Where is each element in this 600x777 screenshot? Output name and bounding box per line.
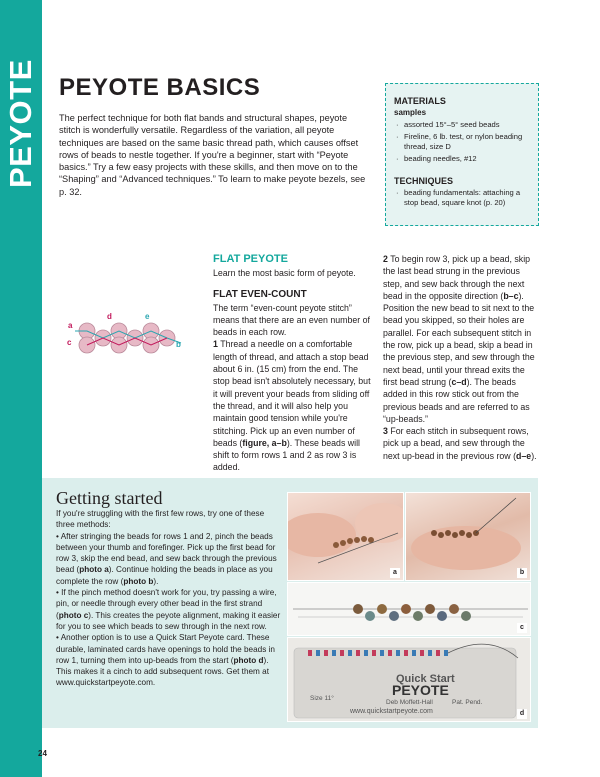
step-1: 1 Thread a needle on a comfortable length of thread, and attach a stop bead about 6 in. (15 cm) from the end. The stop bead isn't absolutely necessary, but it will prevent your beads from sliding off the thread, and it will also help you maintain good tension while you're stitching. Pick up an even number of beads (figure, a–b). These beads will shift to form rows 1 and 2 as row 3 is added. [213, 339, 371, 473]
finger [411, 526, 521, 570]
figure-label: c [67, 338, 72, 347]
page-title: PEYOTE BASICS [59, 74, 261, 101]
tip-2: • If the pinch method doesn't work for you, try passing a wire, pin, or needle through every other bead in the first strand (photo c). This creates the peyote alignment, making it easier for you to see which beads to sew through in the next row. [56, 588, 281, 631]
list-item: · beading needles, #12 [404, 154, 530, 164]
step-2: 2 To begin row 3, pick up a bead, skip the last bead strung in the previous step, and sew back through the next bead in the opposite direction (b–c). Position the new bead to sit next to the bead you skipped, so their holes are parallel. For each subsequent stitch in the row, pick up a bead, skip a bead in the previous step, and sew through the next bead, until your thread exits the first bead strung (c–d). The beads added in this row stick out from the previous beads and are referred to as “up-beads.” [383, 254, 535, 424]
photo-b-image [406, 493, 530, 580]
flat-peyote-heading: FLAT PEYOTE [213, 253, 288, 265]
tip-1: • After stringing the beads for rows 1 and 2, pinch the beads between your thumb and forefinger. Pick up the first bead for row 3, skip the end bead, and sew back through the previous bead (photo a). Continue holding the beads in place as you complete the row (photo b). [56, 531, 277, 586]
card-patent: Pat. Pend. [452, 699, 483, 706]
photo-a-image [288, 493, 403, 580]
photo-c-beads [353, 604, 471, 621]
figure-label: e [145, 312, 150, 321]
card-title: Quick Start [396, 673, 455, 685]
flat-even-count-heading: FLAT EVEN-COUNT [213, 289, 307, 301]
list-item: · assorted 15°–5° seed beads [404, 120, 530, 130]
photo-label: a [390, 568, 400, 578]
photo-label: d [517, 709, 527, 719]
photo-d-image [288, 638, 530, 721]
photo-c-image [288, 583, 530, 635]
flat-peyote-column-2 [383, 253, 541, 462]
section-label: PEYOTE STITCH [3, 59, 78, 188]
photo-a [287, 492, 404, 581]
materials-box [385, 83, 539, 226]
materials-list [394, 120, 530, 164]
getting-started-title: Getting started [56, 488, 163, 508]
flat-peyote-subtitle: Learn the most basic form of peyote. [213, 268, 356, 278]
list-item: · beading fundamentals: attaching a stop bead, square knot (p. 20) [404, 188, 530, 208]
photo-label: c [517, 623, 527, 633]
needle [476, 498, 516, 533]
step-3: 3 For each stitch in subsequent rows, pick up a bead, and sew through the next up-bead in the previous row (d–e). [383, 426, 537, 461]
techniques-heading: TECHNIQUES [394, 176, 454, 186]
page-number: 24 [38, 749, 47, 758]
figure-label: a [68, 321, 73, 330]
flat-peyote-column-1 [213, 267, 373, 474]
figure-label: d [107, 312, 112, 321]
bead-figure-beads [79, 323, 175, 353]
card-size: Size 11° [310, 695, 334, 702]
materials-subheading: samples [394, 108, 427, 117]
tip-3: • Another option is to use a Quick Start Peyote card. These durable, laminated cards have openings to hold the beads in row 1, turning them into up-beads from the start (photo d). This makes it a cinch to add subsequent rows. Get them at www.quickstartpeyote.com. [56, 633, 275, 688]
card-brand: PEYOTE [392, 682, 449, 698]
photo-c [287, 582, 531, 636]
photo-d [287, 637, 531, 722]
flat-even-count-intro: The term “even-count peyote stitch” means that there are an even number of beads in each row. [213, 302, 370, 338]
figure-label: b [176, 340, 181, 349]
techniques-list [394, 188, 530, 208]
list-item: · Fireline, 6 lb. test, or nylon beading thread, size D [404, 132, 530, 152]
materials-heading: MATERIALS [394, 96, 446, 106]
card-author: Deb Moffett-Hall [386, 699, 433, 706]
finger [288, 513, 356, 557]
bead-figure [63, 305, 193, 363]
photo-b [405, 492, 531, 581]
photo-label: b [517, 568, 527, 578]
card-url: www.quickstartpeyote.com [350, 708, 433, 715]
getting-started-intro: If you're struggling with the first few rows, try one of these three methods: [56, 509, 265, 530]
getting-started-text [56, 508, 281, 689]
intro-paragraph: The perfect technique for both flat bands and structural shapes, peyote stitch is wonderfully versatile. Regardless of the variation, all peyote techniques are based on the same basic thread path, which causes offset rows of beads to nestle together. If you're a beginner, start with “Peyote basics.” Try a few easy projects with these skills, and then move on to the “Shaping” and “Advanced techniques.” To learn to make peyote bezels, see p. 32. [59, 113, 366, 197]
